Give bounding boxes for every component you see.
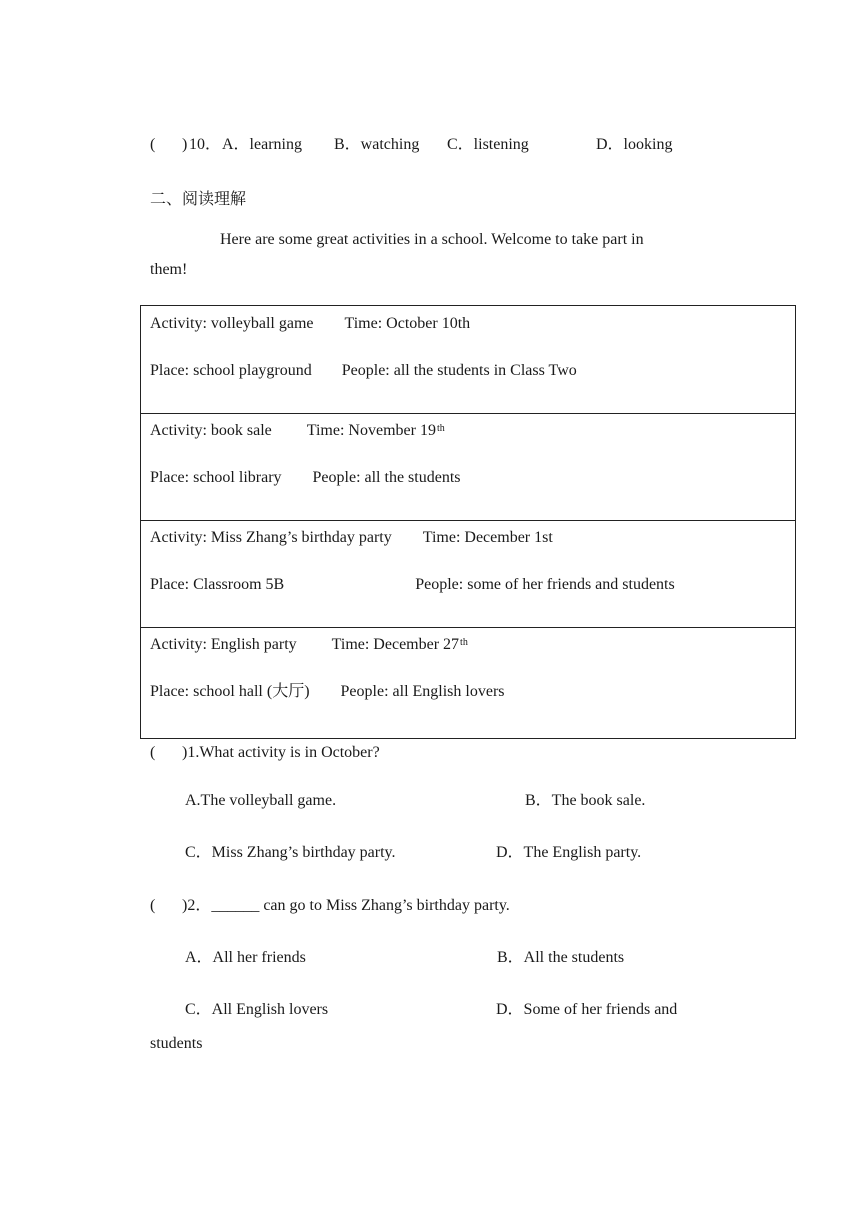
intro-line-1: Here are some great activities in a school. Welcome to take part in	[220, 231, 644, 248]
question-1-option-a: A.The volleyball game.	[185, 792, 337, 809]
activity-name: Activity: English party Time: December 27th	[150, 636, 468, 653]
activity-name: Activity: Miss Zhang’s birthday party Time: December 1st	[150, 529, 553, 546]
activities-table	[140, 305, 796, 739]
question-1-text: )1.What activity is in October?	[182, 744, 380, 761]
activity-time: Time: December 27th	[331, 636, 468, 653]
intro-line-2: them!	[150, 261, 188, 278]
activity-time: Time: October 10th	[344, 315, 471, 332]
activity-place: Place: school hall (大厅) People: all English lovers	[150, 683, 505, 700]
question-10-paren-close: )	[182, 136, 188, 153]
activity-people: People: all the students in Class Two	[341, 362, 577, 379]
question-2-option-a: A．All her friends	[185, 949, 306, 966]
activity-name: Activity: book sale Time: November 19th	[150, 422, 445, 439]
question-10-option-b: B．watching	[334, 136, 420, 153]
question-2-option-d-continued: students	[150, 1035, 203, 1052]
question-1-option-d: D．The English party.	[496, 844, 642, 861]
activity-cell-1	[141, 306, 795, 414]
activity-time: Time: November 19th	[306, 422, 445, 439]
activity-people: People: all the students	[312, 469, 461, 486]
activity-people: People: all English lovers	[340, 683, 505, 700]
question-2-option-d: D．Some of her friends and	[496, 1001, 678, 1018]
question-2-text: )2．______ can go to Miss Zhang’s birthday party.	[182, 897, 510, 914]
question-10-option-a: A．learning	[222, 136, 302, 153]
question-1-option-b: B．The book sale.	[525, 792, 646, 809]
activity-cell-2	[141, 413, 795, 521]
section-title: 二、阅读理解	[150, 189, 247, 208]
activity-place: Place: school library People: all the students	[150, 469, 461, 486]
activity-place: Place: school playground People: all the students in Class Two	[150, 362, 577, 379]
question-1-paren: (	[150, 744, 156, 761]
activity-name: Activity: volleyball game Time: October 10th	[150, 315, 471, 332]
question-10-number: 10．	[189, 136, 222, 153]
question-10-option-d: D．looking	[596, 136, 673, 153]
activity-place: Place: Classroom 5B People: some of her friends and students	[150, 576, 675, 593]
question-2-option-b: B．All the students	[497, 949, 625, 966]
question-2-option-c: C．All English lovers	[185, 1001, 329, 1018]
question-2-paren: (	[150, 897, 156, 914]
activity-cell-4	[141, 627, 795, 738]
activity-cell-3	[141, 520, 795, 628]
activity-people: People: some of her friends and students	[415, 576, 675, 593]
question-10-option-c: C．listening	[447, 136, 529, 153]
activity-time: Time: December 1st	[422, 529, 553, 546]
question-1-option-c: C．Miss Zhang’s birthday party.	[185, 844, 396, 861]
question-10-paren-open: (	[150, 136, 156, 153]
